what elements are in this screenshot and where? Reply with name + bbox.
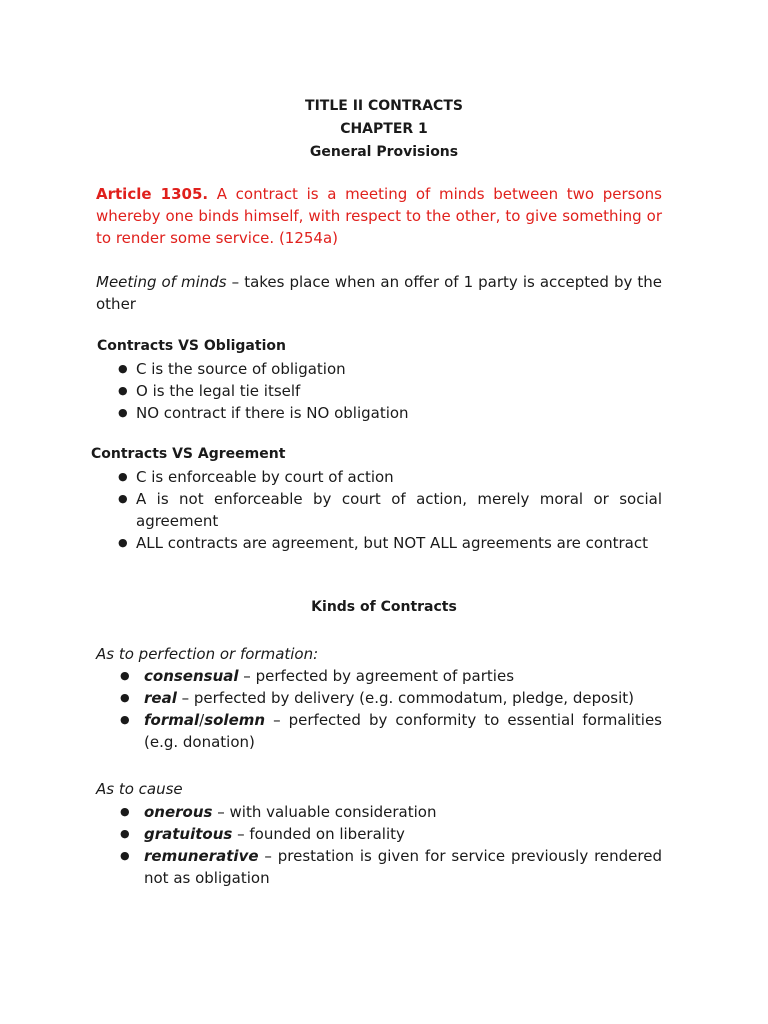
meeting-term: Meeting of minds <box>96 273 227 291</box>
doc-title: TITLE II CONTRACTS <box>305 98 463 114</box>
article-1305 <box>96 183 662 249</box>
chapter-subtitle: General Provisions <box>309 144 459 160</box>
list-item: ● ALL contracts are agreement, but NOT ALL agreements are contract <box>118 534 648 552</box>
chapter-title: CHAPTER 1 <box>340 121 428 137</box>
perfection-list <box>114 665 662 753</box>
article-text: A contract is a meeting of minds between two persons whereby one binds himself, with respect to the other, to give something or to render some service. (1254a) <box>96 185 662 247</box>
list-item: ● C is the source of obligation <box>118 360 346 378</box>
bullet-icon: ● <box>120 805 130 818</box>
list-item: ● NO contract if there is NO obligation <box>118 404 409 422</box>
list-item: ● remunerative – prestation is given for service previously rendered not as obligation <box>120 847 662 887</box>
bullet-icon: ● <box>118 362 128 375</box>
title-block <box>0 95 768 164</box>
bullet-icon: ● <box>120 691 130 704</box>
list-item: ● consensual – perfected by agreement of parties <box>120 667 515 685</box>
meeting-of-minds-definition <box>96 271 662 315</box>
bullet-icon: ● <box>118 536 128 549</box>
list-item: ● formal/solemn – perfected by conformity to essential formalities (e.g. donation) <box>120 711 662 751</box>
bullet-icon: ● <box>120 669 130 682</box>
list-item: ● C is enforceable by court of action <box>118 468 394 486</box>
bullet-icon: ● <box>118 492 128 505</box>
list-item: ● onerous – with valuable consideration <box>120 803 437 821</box>
list-item: ● O is the legal tie itself <box>118 382 301 400</box>
bullet-icon: ● <box>120 827 130 840</box>
obligation-heading: Contracts VS Obligation <box>97 338 286 354</box>
cause-list <box>114 801 662 889</box>
bullet-icon: ● <box>118 470 128 483</box>
list-item: ● real – perfected by delivery (e.g. commodatum, pledge, deposit) <box>120 689 634 707</box>
bullet-icon: ● <box>118 384 128 397</box>
meeting-text: – takes place when an offer of 1 party is accepted by the other <box>96 273 662 313</box>
bullet-icon: ● <box>120 713 130 726</box>
list-item: ● gratuitous – founded on liberality <box>120 825 405 843</box>
cause-label: As to cause <box>96 780 183 798</box>
bullet-icon: ● <box>118 406 128 419</box>
agreement-heading: Contracts VS Agreement <box>91 446 286 462</box>
agreement-list <box>114 466 662 554</box>
list-item: ● A is not enforceable by court of action, merely moral or social agreement <box>118 490 662 530</box>
kinds-heading: Kinds of Contracts <box>311 599 457 615</box>
obligation-list <box>114 358 662 424</box>
perfection-label: As to perfection or formation: <box>96 645 319 663</box>
bullet-icon: ● <box>120 849 130 862</box>
article-label: Article 1305. <box>96 185 209 203</box>
